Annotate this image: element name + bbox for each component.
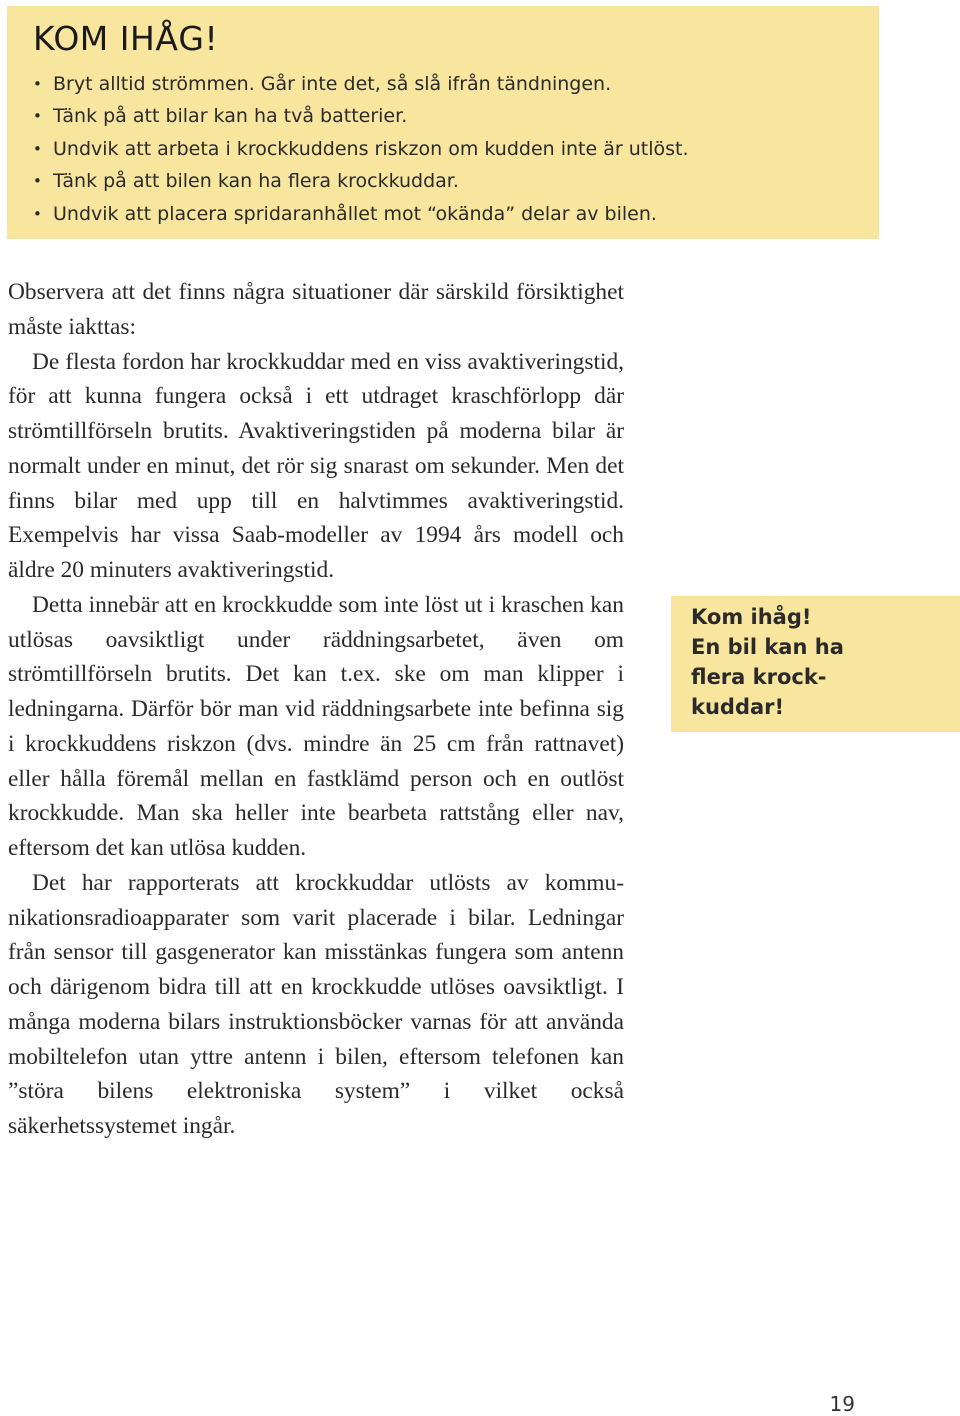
bullet-icon: • (33, 172, 42, 191)
side-note-line: En bil kan ha (691, 635, 844, 659)
reminder-item-text: Tänk på att bilen kan ha flera krockkuddar. (53, 170, 459, 193)
reminder-list (33, 68, 879, 231)
reminder-box (7, 6, 879, 239)
reminder-title: KOM IHÅG! (33, 19, 219, 58)
bullet-icon: • (33, 204, 42, 223)
reminder-item-text: Bryt alltid strömmen. Går inte det, så slå ifrån tändningen. (53, 72, 612, 95)
side-note-line: Kom ihåg! (691, 605, 812, 629)
body-paragraph: De flesta fordon har krockkuddar med en viss avaktiveringstid, för att kunna fungera också i ett utdraget kraschförlopp där strömtillförseln brutits. Avaktiveringstiden på moderna bilar är normalt under en minut, det rör sig snarast om sekunder. Men det finns bilar med upp till en halvtimmes avaktiveringstid. Exempelvis har vissa Saab-modeller av 1994 års modell och äldre 20 minuters avaktiveringstid. (8, 348, 624, 583)
reminder-item-text: Undvik att placera spridaranhållet mot “okända” delar av bilen. (53, 202, 657, 225)
reminder-item (33, 100, 879, 133)
side-note (671, 596, 960, 732)
reminder-item (33, 165, 879, 198)
bullet-icon: • (33, 107, 42, 126)
side-note-line: kuddar! (691, 695, 785, 719)
reminder-item (33, 198, 879, 231)
reminder-item (33, 133, 879, 166)
reminder-item-text: Undvik att arbeta i krockkuddens riskzon om kudden inte är utlöst. (53, 137, 689, 160)
body-paragraph: Observera att det finns några situationer där särskild försiktighet måste iakttas: (8, 279, 624, 340)
bullet-icon: • (33, 74, 42, 93)
side-note-line: flera krock- (691, 665, 827, 689)
reminder-item-text: Tänk på att bilar kan ha två batterier. (53, 105, 408, 128)
body-paragraph: Detta innebär att en krockkudde som inte löst ut i kraschen kan utlösas oavsiktligt under räddningsarbetet, även om strömtillförseln brutits. Det kan t.ex. ske om man klipper i ledningarna. Därför bör man vid räddningsarbete inte befinna sig i krockkuddens riskzon (dvs. mindre än 25 cm från rattnavet) eller hålla föremål mellan en fastklämd person och en outlöst krockkudde. Man ska heller inte bearbeta rattstång eller nav, eftersom det kan utlösa kudden. (8, 591, 624, 861)
body-paragraph: Det har rapporterats att krockkuddar utlösts av kommunikationsradioapparater som varit placerade i bilar. Ledningar från sensor till gasgenerator kan misstänkas fungera som antenn och därigenom bidra till att en krockkudde utlöses oavsiktligt. I många moderna bilars instruktionsböcker varnas för att använda mobiltelefon utan yttre antenn i bilen, eftersom telefonen kan ”störa bilens elektroniska system” i vilket också säkerhetssystemet ingår. (8, 869, 624, 1139)
page-number: 19 (829, 1392, 855, 1416)
bullet-icon: • (33, 139, 42, 158)
reminder-item (33, 68, 879, 101)
body-text (8, 275, 624, 1144)
